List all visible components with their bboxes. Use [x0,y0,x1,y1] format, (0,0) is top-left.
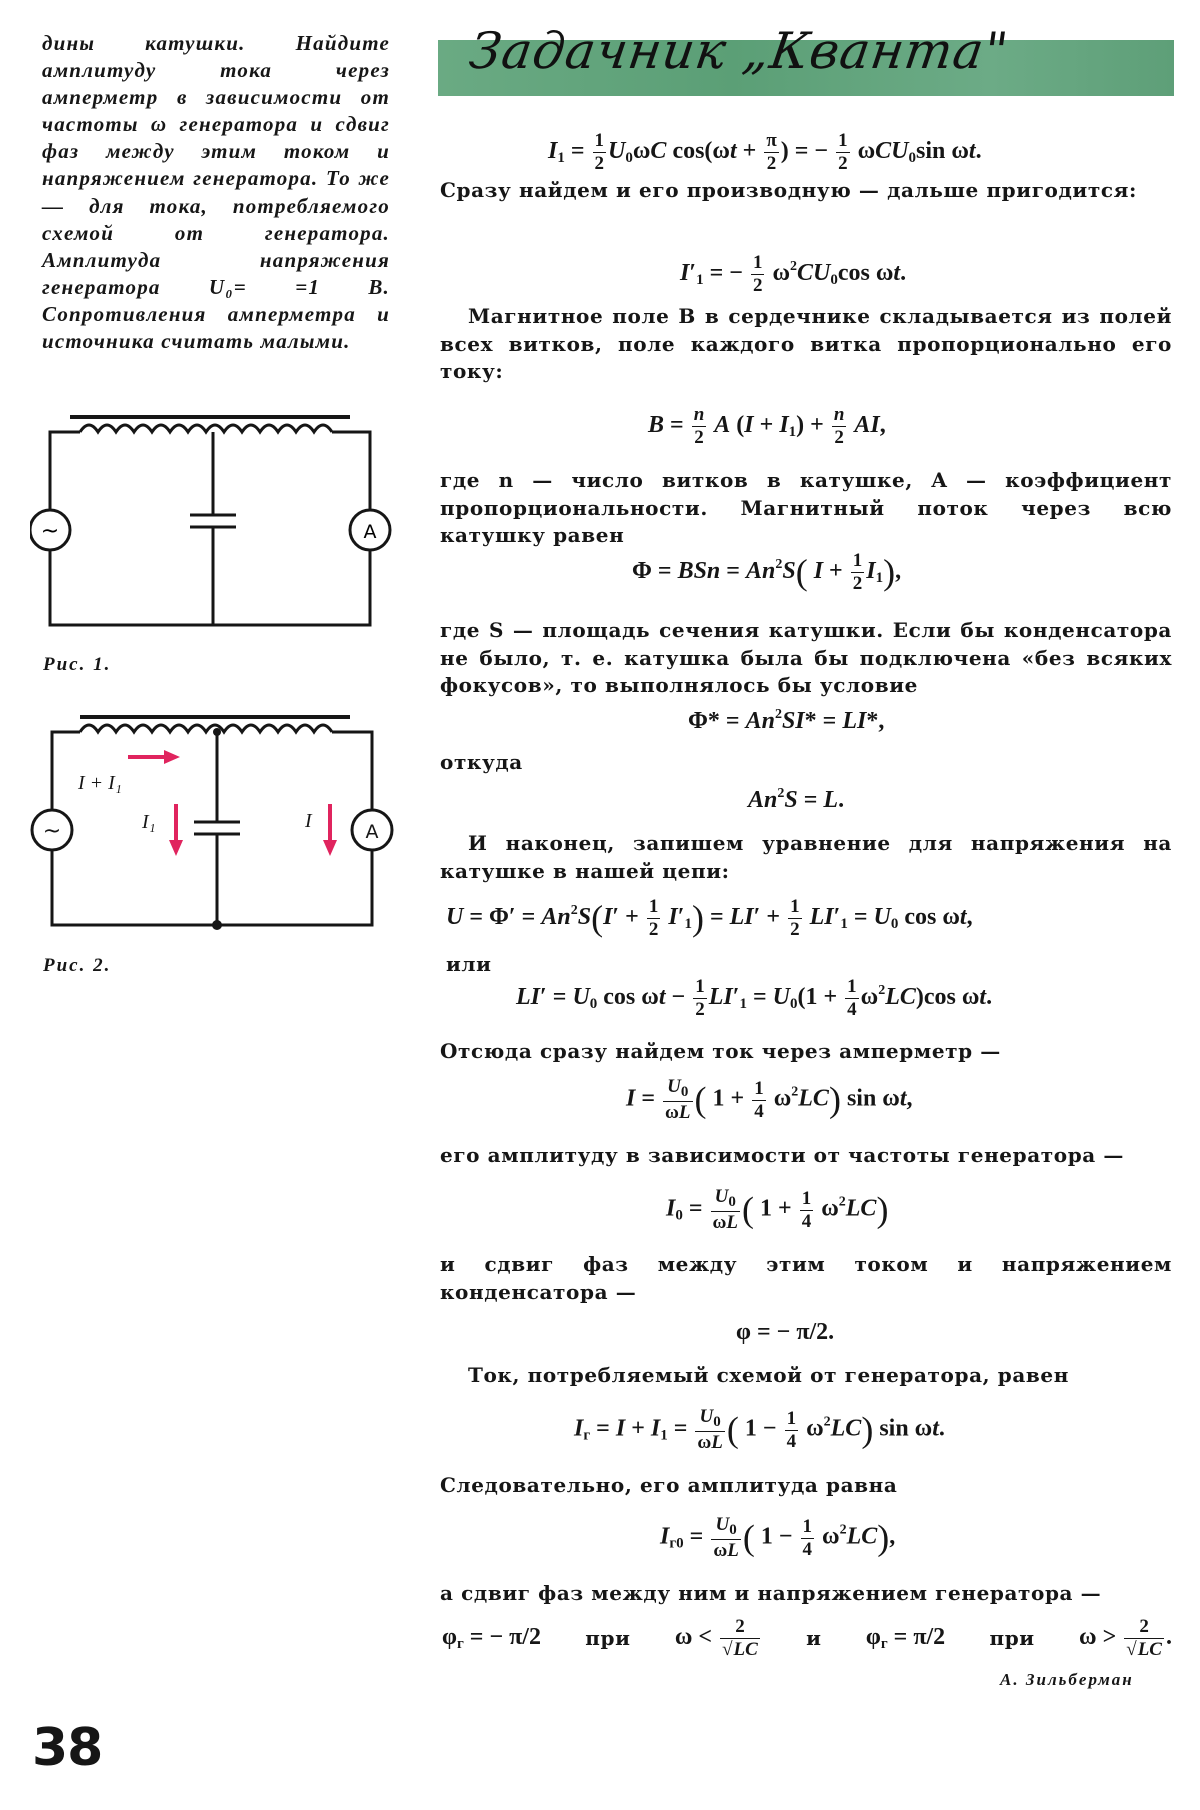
ammeter-symbol-2: A [365,821,379,843]
paragraph-8: Отсюда сразу найдем ток через амперметр — [440,1039,1001,1063]
equation-current: I = $\frac{U_0}{\omega L}$ ( 1 + $\frac{1}{4}$ $\omega^2LC$) sin ωt, [626,1076,913,1124]
label-total-current: I + I₁ [78,772,122,794]
section-title: Задачник „Кванта" [465,22,1013,80]
equation-phase-generator: $\varphi_г$ = − π/2 при ω < $\frac{2}{√LC}$ и $\varphi_г = \pi/2$ при ω > $\frac{2}{√LC}$ . [442,1616,1172,1660]
paragraph-6: И наконец, запишем уравнение для напряжения на катушке в нашей цепи: [440,831,1172,883]
author-signature: А. Зильберман [1000,1670,1134,1689]
source-symbol-2: ~ [42,819,62,844]
paragraph-5: откуда [440,750,523,774]
equation-l: $An^2S = L$. [748,786,845,813]
ammeter-symbol: A [363,521,377,543]
equation-flux: Φ = BSn = $An^2S$( I + $\frac{1}{2}$ $I_1$), [632,550,902,594]
fig1-caption: Рис. 1. [43,654,112,675]
equation-amplitude: $I_0$ = $\frac{U_0}{\omega L}$ ( 1 + $\frac{1}{4}$ $\omega^2LC$) [666,1186,889,1234]
source-symbol: ~ [40,519,60,544]
equation-i1-derivative: $I'_1$ = − $\frac{1}{2}$ $\omega^2CU_0\cos$ ωt. [680,252,907,296]
paragraph-13: а сдвиг фаз между ним и напряжением генератора — [440,1581,1102,1605]
page-number: 38 [32,1718,103,1778]
equation-voltage: $U = \Phi' = An^2S(I'$ + $\frac{1}{2}$ $I'_1) = LI'$ + $\frac{1}{2}$ $LI'_1 = U_0$ cos ωt, [446,896,973,940]
paragraph-2: Магнитное поле B в сердечнике складывается из полей всех витков, поле каждого витка пропорционально его току: [440,304,1172,383]
fig2-caption: Рис. 2. [43,955,112,976]
equation-generator-amplitude: $I_{г0}$ = $\frac{U_0}{\omega L}$ ( 1 − $\frac{1}{4}$ $\omega^2LC$), [660,1514,896,1562]
equation-li-prime: $LI' = U_0$ cos ωt − $\frac{1}{2}$ $LI'_1 = U_0(1$ + $\frac{1}{4}$ $\omega^2LC)\cos$ ωt. [516,976,993,1020]
word-when-2: при [989,1625,1035,1650]
current-arrows [128,750,337,856]
equation-phase: φ = − π/2. [736,1319,835,1345]
problem-statement: дины катушки. Найдите амплитуду тока через амперметр в зависимости от частоты ω генератора и сдвиг фаз между этим током и напряжением генератора. То же — для тока, потребляемого схемой от генератора. Амплитуда напряжения генератора U₀= =1 В. Сопротивления амперметра и источника считать малыми. [42,31,390,354]
paragraph-3: где n — число витков в катушке, A — коэффициент пропорциональности. Магнитный поток через всю катушку равен [440,468,1172,547]
paragraph-10: и сдвиг фаз между этим током и напряжением конденсатора — [440,1252,1172,1304]
equation-i1: $I_1$ = $\frac{1}{2}$ $U_0\omega C$ cos(ωt + $\frac{\pi}{2}$ ) = − $\frac{1}{2}$ ωCU$_0$sin ωt. [548,130,982,174]
equation-b-field: B = $\frac{n}{2}$ A $(I + I_1)$ + $\frac{n}{2}$ AI, [648,404,886,448]
circuit-figure-1 [30,400,410,640]
label-i1: I₁ [142,811,156,833]
word-when-1: при [585,1625,631,1650]
paragraph-1: Сразу найдем и его производную — дальше пригодится: [440,178,1137,202]
paragraph-12: Следовательно, его амплитуда равна [440,1473,898,1497]
circuit-figure-2 [30,700,410,940]
paragraph-4: где S — площадь сечения катушки. Если бы конденсатора не было, т. е. катушка была бы подключена «без всяких фокусов», то выполнялось бы условие [440,618,1172,697]
word-and: и [806,1625,822,1650]
paragraph-11: Ток, потребляемый схемой от генератора, равен [468,1363,1069,1387]
equation-generator-current: $I_г = I + I_1$ = $\frac{U_0}{\omega L}$ ( 1 − $\frac{1}{4}$ $\omega^2LC$) sin ωt. [574,1406,945,1454]
label-i: I [305,810,312,832]
paragraph-9: его амплитуду в зависимости от частоты генератора — [440,1143,1125,1167]
paragraph-7: или [446,952,492,976]
equation-flux-star: $\Phi* = An^2SI* = LI*$, [688,707,885,734]
